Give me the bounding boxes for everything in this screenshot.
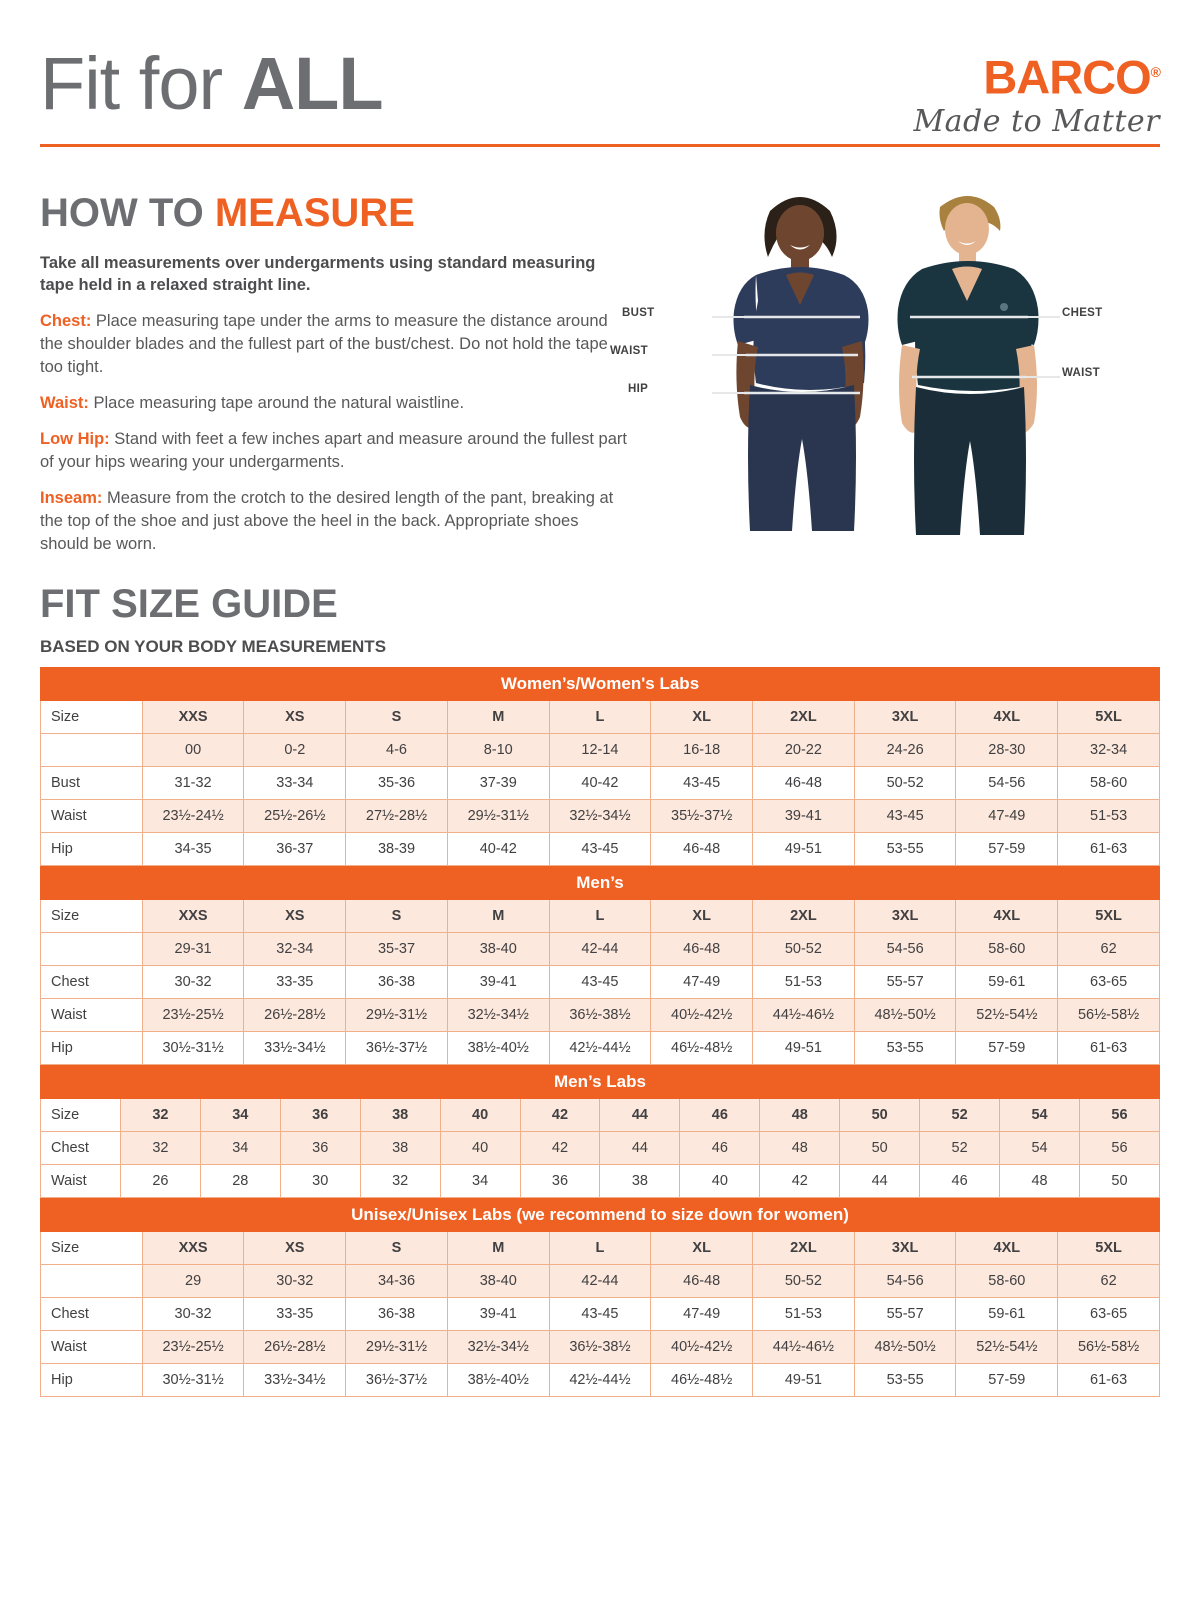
page-header — [40, 0, 1160, 139]
size-header-cell: S — [346, 701, 448, 734]
measure-cell: 32½-34½ — [447, 999, 549, 1032]
size-header-cell: 2XL — [753, 701, 855, 734]
measure-cell: 40 — [680, 1165, 760, 1198]
measure-cell: 46-48 — [651, 933, 753, 966]
measure-cell: 29 — [142, 1265, 244, 1298]
measure-cell: 61-63 — [1058, 833, 1160, 866]
measure-cell: 47-49 — [651, 966, 753, 999]
table-row — [41, 1165, 1160, 1198]
measure-cell: 38½-40½ — [447, 1032, 549, 1065]
measure-cell: 33-34 — [244, 767, 346, 800]
measure-cell: 48 — [760, 1132, 840, 1165]
size-table-band-label: Unisex/Unisex Labs (we recommend to size down for women) — [41, 1199, 1160, 1232]
page-title-bold: ALL — [241, 42, 383, 125]
measure-cell: 55-57 — [854, 966, 956, 999]
size-header-cell: L — [549, 1232, 651, 1265]
size-header-cell: 44 — [600, 1099, 680, 1132]
table-row — [41, 1298, 1160, 1331]
measure-cell: 36-37 — [244, 833, 346, 866]
measure-cell: 42 — [760, 1165, 840, 1198]
measure-cell: 38-40 — [447, 1265, 549, 1298]
size-header-cell: S — [346, 900, 448, 933]
measure-cell: 46½-48½ — [651, 1032, 753, 1065]
measure-cell: 55-57 — [854, 1298, 956, 1331]
size-table-band-label: Men’s — [41, 867, 1160, 900]
measure-cell: 38-40 — [447, 933, 549, 966]
measure-cell: 26 — [120, 1165, 200, 1198]
size-header-cell: 4XL — [956, 701, 1058, 734]
measure-cell: 35-36 — [346, 767, 448, 800]
measure-cell: 53-55 — [854, 1364, 956, 1397]
row-label: Chest — [41, 966, 143, 999]
measure-cell: 30½-31½ — [142, 1032, 244, 1065]
measure-cell: 36-38 — [346, 1298, 448, 1331]
size-header-cell: 32 — [120, 1099, 200, 1132]
size-header-cell: 2XL — [753, 1232, 855, 1265]
measure-cell: 23½-24½ — [142, 800, 244, 833]
measure-cell: 32-34 — [244, 933, 346, 966]
measure-cell: 48½-50½ — [854, 1331, 956, 1364]
measure-item-chest — [40, 310, 630, 379]
size-header-cell: 40 — [440, 1099, 520, 1132]
measure-cell: 29½-31½ — [346, 999, 448, 1032]
measure-cell: 43-45 — [549, 966, 651, 999]
measure-cell: 32 — [120, 1132, 200, 1165]
table-row — [41, 1132, 1160, 1165]
row-label: Waist — [41, 1165, 121, 1198]
measure-cell: 46-48 — [651, 833, 753, 866]
brand-name-text: BARCO — [983, 50, 1151, 104]
measure-cell: 35½-37½ — [651, 800, 753, 833]
size-header-cell: L — [549, 701, 651, 734]
measure-cell: 20-22 — [753, 734, 855, 767]
measure-cell: 25½-26½ — [244, 800, 346, 833]
measure-cell: 30-32 — [142, 1298, 244, 1331]
measure-cell: 48 — [1000, 1165, 1080, 1198]
measure-cell: 44 — [840, 1165, 920, 1198]
measure-cell: 39-41 — [447, 1298, 549, 1331]
measure-item-inseam-text: Measure from the crotch to the desired length of the pant, breaking at the top of the shoe and just above the heel in the back. Appropriate shoes should be worn. — [40, 489, 614, 553]
row-label: Waist — [41, 999, 143, 1032]
measure-cell: 49-51 — [753, 833, 855, 866]
measure-cell: 28-30 — [956, 734, 1058, 767]
measure-cell: 39-41 — [753, 800, 855, 833]
measure-cell: 54-56 — [956, 767, 1058, 800]
measure-item-low-hip-text: Stand with feet a few inches apart and measure around the fullest part of your hips wearing your undergarments. — [40, 430, 627, 471]
table-row — [41, 933, 1160, 966]
size-header-cell: XS — [244, 900, 346, 933]
measure-cell: 29-31 — [142, 933, 244, 966]
size-header-cell: 3XL — [854, 900, 956, 933]
measure-cell: 53-55 — [854, 1032, 956, 1065]
measure-cell: 00 — [142, 734, 244, 767]
size-header-cell: 48 — [760, 1099, 840, 1132]
measure-cell: 33-35 — [244, 966, 346, 999]
measure-cell: 62 — [1058, 1265, 1160, 1298]
size-header-cell: 56 — [1079, 1099, 1159, 1132]
measure-cell: 42½-44½ — [549, 1364, 651, 1397]
measure-cell: 40 — [440, 1132, 520, 1165]
table-row — [41, 999, 1160, 1032]
measure-cell: 56½-58½ — [1058, 999, 1160, 1032]
measure-cell: 47-49 — [956, 800, 1058, 833]
size-header-cell: 42 — [520, 1099, 600, 1132]
measure-cell: 33½-34½ — [244, 1364, 346, 1397]
measure-cell: 54 — [1000, 1132, 1080, 1165]
measure-cell: 0-2 — [244, 734, 346, 767]
table-row — [41, 966, 1160, 999]
size-header-cell: XL — [651, 900, 753, 933]
measure-cell: 38½-40½ — [447, 1364, 549, 1397]
size-header-cell: 46 — [680, 1099, 760, 1132]
measure-item-chest-label: Chest: — [40, 312, 92, 330]
measure-cell: 44½-46½ — [753, 1331, 855, 1364]
measure-cell: 38 — [360, 1132, 440, 1165]
size-table-band — [41, 1199, 1160, 1232]
fit-size-guide-section — [40, 582, 1160, 1397]
measure-cell: 43-45 — [549, 1298, 651, 1331]
row-label: Hip — [41, 1364, 143, 1397]
size-header-cell: M — [447, 900, 549, 933]
measure-cell: 54-56 — [854, 1265, 956, 1298]
diagram-label-waist-left: WAIST — [610, 345, 648, 357]
measure-item-inseam-label: Inseam: — [40, 489, 103, 507]
measure-cell: 4-6 — [346, 734, 448, 767]
measure-item-waist — [40, 392, 630, 415]
measure-cell: 40-42 — [447, 833, 549, 866]
measure-cell: 61-63 — [1058, 1364, 1160, 1397]
fit-size-guide-subheading: BASED ON YOUR BODY MEASUREMENTS — [40, 637, 387, 656]
measure-cell: 26½-28½ — [244, 1331, 346, 1364]
measure-cell: 40½-42½ — [651, 1331, 753, 1364]
measure-cell: 42-44 — [549, 1265, 651, 1298]
size-table-band — [41, 867, 1160, 900]
measure-cell: 53-55 — [854, 833, 956, 866]
measure-item-low-hip-label: Low Hip: — [40, 430, 110, 448]
size-header-cell: 2XL — [753, 900, 855, 933]
measure-cell: 26½-28½ — [244, 999, 346, 1032]
measure-cell: 52 — [920, 1132, 1000, 1165]
measure-cell: 29½-31½ — [346, 1331, 448, 1364]
measure-cell: 50 — [1079, 1165, 1159, 1198]
size-header-cell: XXS — [142, 1232, 244, 1265]
measure-cell: 49-51 — [753, 1364, 855, 1397]
size-table-band-label: Men’s Labs — [41, 1066, 1160, 1099]
measure-cell: 36 — [520, 1165, 600, 1198]
measure-cell: 32 — [360, 1165, 440, 1198]
heading-accent: MEASURE — [214, 191, 415, 235]
table-row — [41, 701, 1160, 734]
row-label: Waist — [41, 800, 143, 833]
measure-cell: 51-53 — [753, 966, 855, 999]
size-header-cell: 34 — [200, 1099, 280, 1132]
measure-cell: 30½-31½ — [142, 1364, 244, 1397]
measure-cell: 34 — [200, 1132, 280, 1165]
male-model-figure — [898, 196, 1061, 535]
table-row — [41, 1032, 1160, 1065]
table-row — [41, 800, 1160, 833]
measure-cell: 38-39 — [346, 833, 448, 866]
size-header-cell: XL — [651, 1232, 753, 1265]
measure-cell: 37-39 — [447, 767, 549, 800]
header-divider — [40, 144, 1160, 147]
measure-cell: 32½-34½ — [549, 800, 651, 833]
table-row — [41, 1099, 1160, 1132]
row-label — [41, 1265, 143, 1298]
row-label — [41, 933, 143, 966]
size-header-cell: XS — [244, 1232, 346, 1265]
measure-cell: 62 — [1058, 933, 1160, 966]
table-row — [41, 1364, 1160, 1397]
measure-cell: 52½-54½ — [956, 1331, 1058, 1364]
size-table-band-label: Women’s/Women's Labs — [41, 668, 1160, 701]
measure-cell: 33-35 — [244, 1298, 346, 1331]
measure-cell: 59-61 — [956, 1298, 1058, 1331]
measure-cell: 36 — [280, 1132, 360, 1165]
measure-item-waist-label: Waist: — [40, 394, 89, 412]
measure-cell: 56 — [1079, 1132, 1159, 1165]
measure-cell: 35-37 — [346, 933, 448, 966]
size-header-cell: XXS — [142, 701, 244, 734]
measure-item-waist-text: Place measuring tape around the natural waistline. — [88, 394, 465, 412]
brand-name — [913, 48, 1160, 102]
diagram-label-hip: HIP — [628, 383, 649, 395]
measure-cell: 48½-50½ — [854, 999, 956, 1032]
measure-cell: 56½-58½ — [1058, 1331, 1160, 1364]
measure-cell: 42½-44½ — [549, 1032, 651, 1065]
table-row — [41, 833, 1160, 866]
row-label: Chest — [41, 1298, 143, 1331]
measure-cell: 23½-25½ — [142, 999, 244, 1032]
size-header-cell: L — [549, 900, 651, 933]
size-header-cell: 52 — [920, 1099, 1000, 1132]
measure-cell: 49-51 — [753, 1032, 855, 1065]
measure-cell: 30-32 — [142, 966, 244, 999]
page-title-light: Fit for — [40, 42, 242, 125]
measure-cell: 36½-37½ — [346, 1364, 448, 1397]
measure-cell: 42-44 — [549, 933, 651, 966]
registered-mark-icon: ® — [1150, 64, 1160, 80]
how-to-measure-text — [40, 252, 630, 556]
measure-cell: 33½-34½ — [244, 1032, 346, 1065]
size-header-cell: XXS — [142, 900, 244, 933]
brand-tagline: Made to Matter — [913, 103, 1160, 139]
row-label: Chest — [41, 1132, 121, 1165]
size-header-cell: M — [447, 701, 549, 734]
diagram-label-waist-right: WAIST — [1062, 367, 1100, 379]
row-label: Hip — [41, 833, 143, 866]
measure-cell: 58-60 — [956, 1265, 1058, 1298]
measure-cell: 28 — [200, 1165, 280, 1198]
size-header-cell: XL — [651, 701, 753, 734]
measure-cell: 36½-37½ — [346, 1032, 448, 1065]
measure-cell: 50-52 — [753, 1265, 855, 1298]
measure-item-inseam — [40, 487, 630, 556]
measure-cell: 29½-31½ — [447, 800, 549, 833]
measure-cell: 38 — [600, 1165, 680, 1198]
measure-cell: 50-52 — [753, 933, 855, 966]
row-label: Waist — [41, 1331, 143, 1364]
measure-lead-text: Take all measurements over undergarments using standard measuring tape held in a relaxed straight line. — [40, 254, 596, 294]
size-header-cell: 54 — [1000, 1099, 1080, 1132]
size-table — [40, 1198, 1160, 1397]
measure-cell: 40-42 — [549, 767, 651, 800]
measure-cell: 50 — [840, 1132, 920, 1165]
measure-cell: 58-60 — [956, 933, 1058, 966]
measure-item-low-hip — [40, 428, 630, 474]
size-table-band — [41, 668, 1160, 701]
measure-cell: 31-32 — [142, 767, 244, 800]
row-label: Size — [41, 900, 143, 933]
measure-cell: 39-41 — [447, 966, 549, 999]
measure-cell: 12-14 — [549, 734, 651, 767]
measure-cell: 44½-46½ — [753, 999, 855, 1032]
measure-cell: 30-32 — [244, 1265, 346, 1298]
brand-logo — [913, 48, 1160, 140]
size-header-cell: 4XL — [956, 1232, 1058, 1265]
female-model-figure — [712, 197, 869, 531]
measure-cell: 36-38 — [346, 966, 448, 999]
measure-cell: 46-48 — [651, 1265, 753, 1298]
measure-cell: 43-45 — [651, 767, 753, 800]
measure-cell: 52½-54½ — [956, 999, 1058, 1032]
measure-cell: 51-53 — [1058, 800, 1160, 833]
size-table — [40, 667, 1160, 866]
measure-cell: 34 — [440, 1165, 520, 1198]
measure-cell: 34-35 — [142, 833, 244, 866]
table-row — [41, 1265, 1160, 1298]
measure-cell: 63-65 — [1058, 966, 1160, 999]
size-header-cell: 36 — [280, 1099, 360, 1132]
measure-cell: 24-26 — [854, 734, 956, 767]
row-label: Bust — [41, 767, 143, 800]
measure-cell: 27½-28½ — [346, 800, 448, 833]
measure-cell: 58-60 — [1058, 767, 1160, 800]
diagram-label-bust: BUST — [622, 307, 655, 319]
models-illustration — [610, 171, 1160, 571]
measure-cell: 43-45 — [549, 833, 651, 866]
measure-cell: 46½-48½ — [651, 1364, 753, 1397]
size-header-cell: S — [346, 1232, 448, 1265]
table-row — [41, 767, 1160, 800]
measure-cell: 32-34 — [1058, 734, 1160, 767]
measure-item-chest-text: Place measuring tape under the arms to measure the distance around the shoulder blades and the fullest part of the bust/chest. Do not hold the tape too tight. — [40, 312, 608, 376]
measure-cell: 47-49 — [651, 1298, 753, 1331]
size-header-cell: M — [447, 1232, 549, 1265]
size-header-cell: 5XL — [1058, 900, 1160, 933]
row-label — [41, 734, 143, 767]
measure-cell: 59-61 — [956, 966, 1058, 999]
measure-cell: 57-59 — [956, 833, 1058, 866]
measure-cell: 34-36 — [346, 1265, 448, 1298]
measure-cell: 23½-25½ — [142, 1331, 244, 1364]
size-header-cell: 4XL — [956, 900, 1058, 933]
measure-cell: 57-59 — [956, 1364, 1058, 1397]
measure-cell: 30 — [280, 1165, 360, 1198]
row-label: Hip — [41, 1032, 143, 1065]
table-row — [41, 1232, 1160, 1265]
measure-cell: 40½-42½ — [651, 999, 753, 1032]
measure-cell: 61-63 — [1058, 1032, 1160, 1065]
measure-cell: 46 — [920, 1165, 1000, 1198]
size-table-band — [41, 1066, 1160, 1099]
size-header-cell: 5XL — [1058, 1232, 1160, 1265]
measure-cell: 54-56 — [854, 933, 956, 966]
size-header-cell: 3XL — [854, 1232, 956, 1265]
table-row — [41, 1331, 1160, 1364]
measure-cell: 42 — [520, 1132, 600, 1165]
heading-plain: HOW TO — [40, 191, 215, 235]
measure-cell: 46-48 — [753, 767, 855, 800]
measure-cell: 43-45 — [854, 800, 956, 833]
measure-cell: 46 — [680, 1132, 760, 1165]
size-table — [40, 1065, 1160, 1198]
measure-cell: 50-52 — [854, 767, 956, 800]
measure-cell: 8-10 — [447, 734, 549, 767]
size-header-cell: 5XL — [1058, 701, 1160, 734]
size-header-cell: 3XL — [854, 701, 956, 734]
row-label: Size — [41, 701, 143, 734]
measure-cell: 32½-34½ — [447, 1331, 549, 1364]
row-label: Size — [41, 1099, 121, 1132]
table-row — [41, 734, 1160, 767]
measure-cell: 63-65 — [1058, 1298, 1160, 1331]
size-tables — [40, 667, 1160, 1397]
row-label: Size — [41, 1232, 143, 1265]
size-header-cell: 38 — [360, 1099, 440, 1132]
size-header-cell: XS — [244, 701, 346, 734]
measure-cell: 51-53 — [753, 1298, 855, 1331]
measure-cell: 36½-38½ — [549, 1331, 651, 1364]
table-row — [41, 900, 1160, 933]
fit-size-guide-heading: FIT SIZE GUIDE — [40, 582, 338, 626]
measure-cell: 44 — [600, 1132, 680, 1165]
measure-cell: 36½-38½ — [549, 999, 651, 1032]
size-header-cell: 50 — [840, 1099, 920, 1132]
size-table — [40, 866, 1160, 1065]
how-to-measure-section — [40, 191, 1160, 556]
diagram-label-chest: CHEST — [1062, 307, 1103, 319]
measure-cell: 16-18 — [651, 734, 753, 767]
measure-cell: 57-59 — [956, 1032, 1058, 1065]
